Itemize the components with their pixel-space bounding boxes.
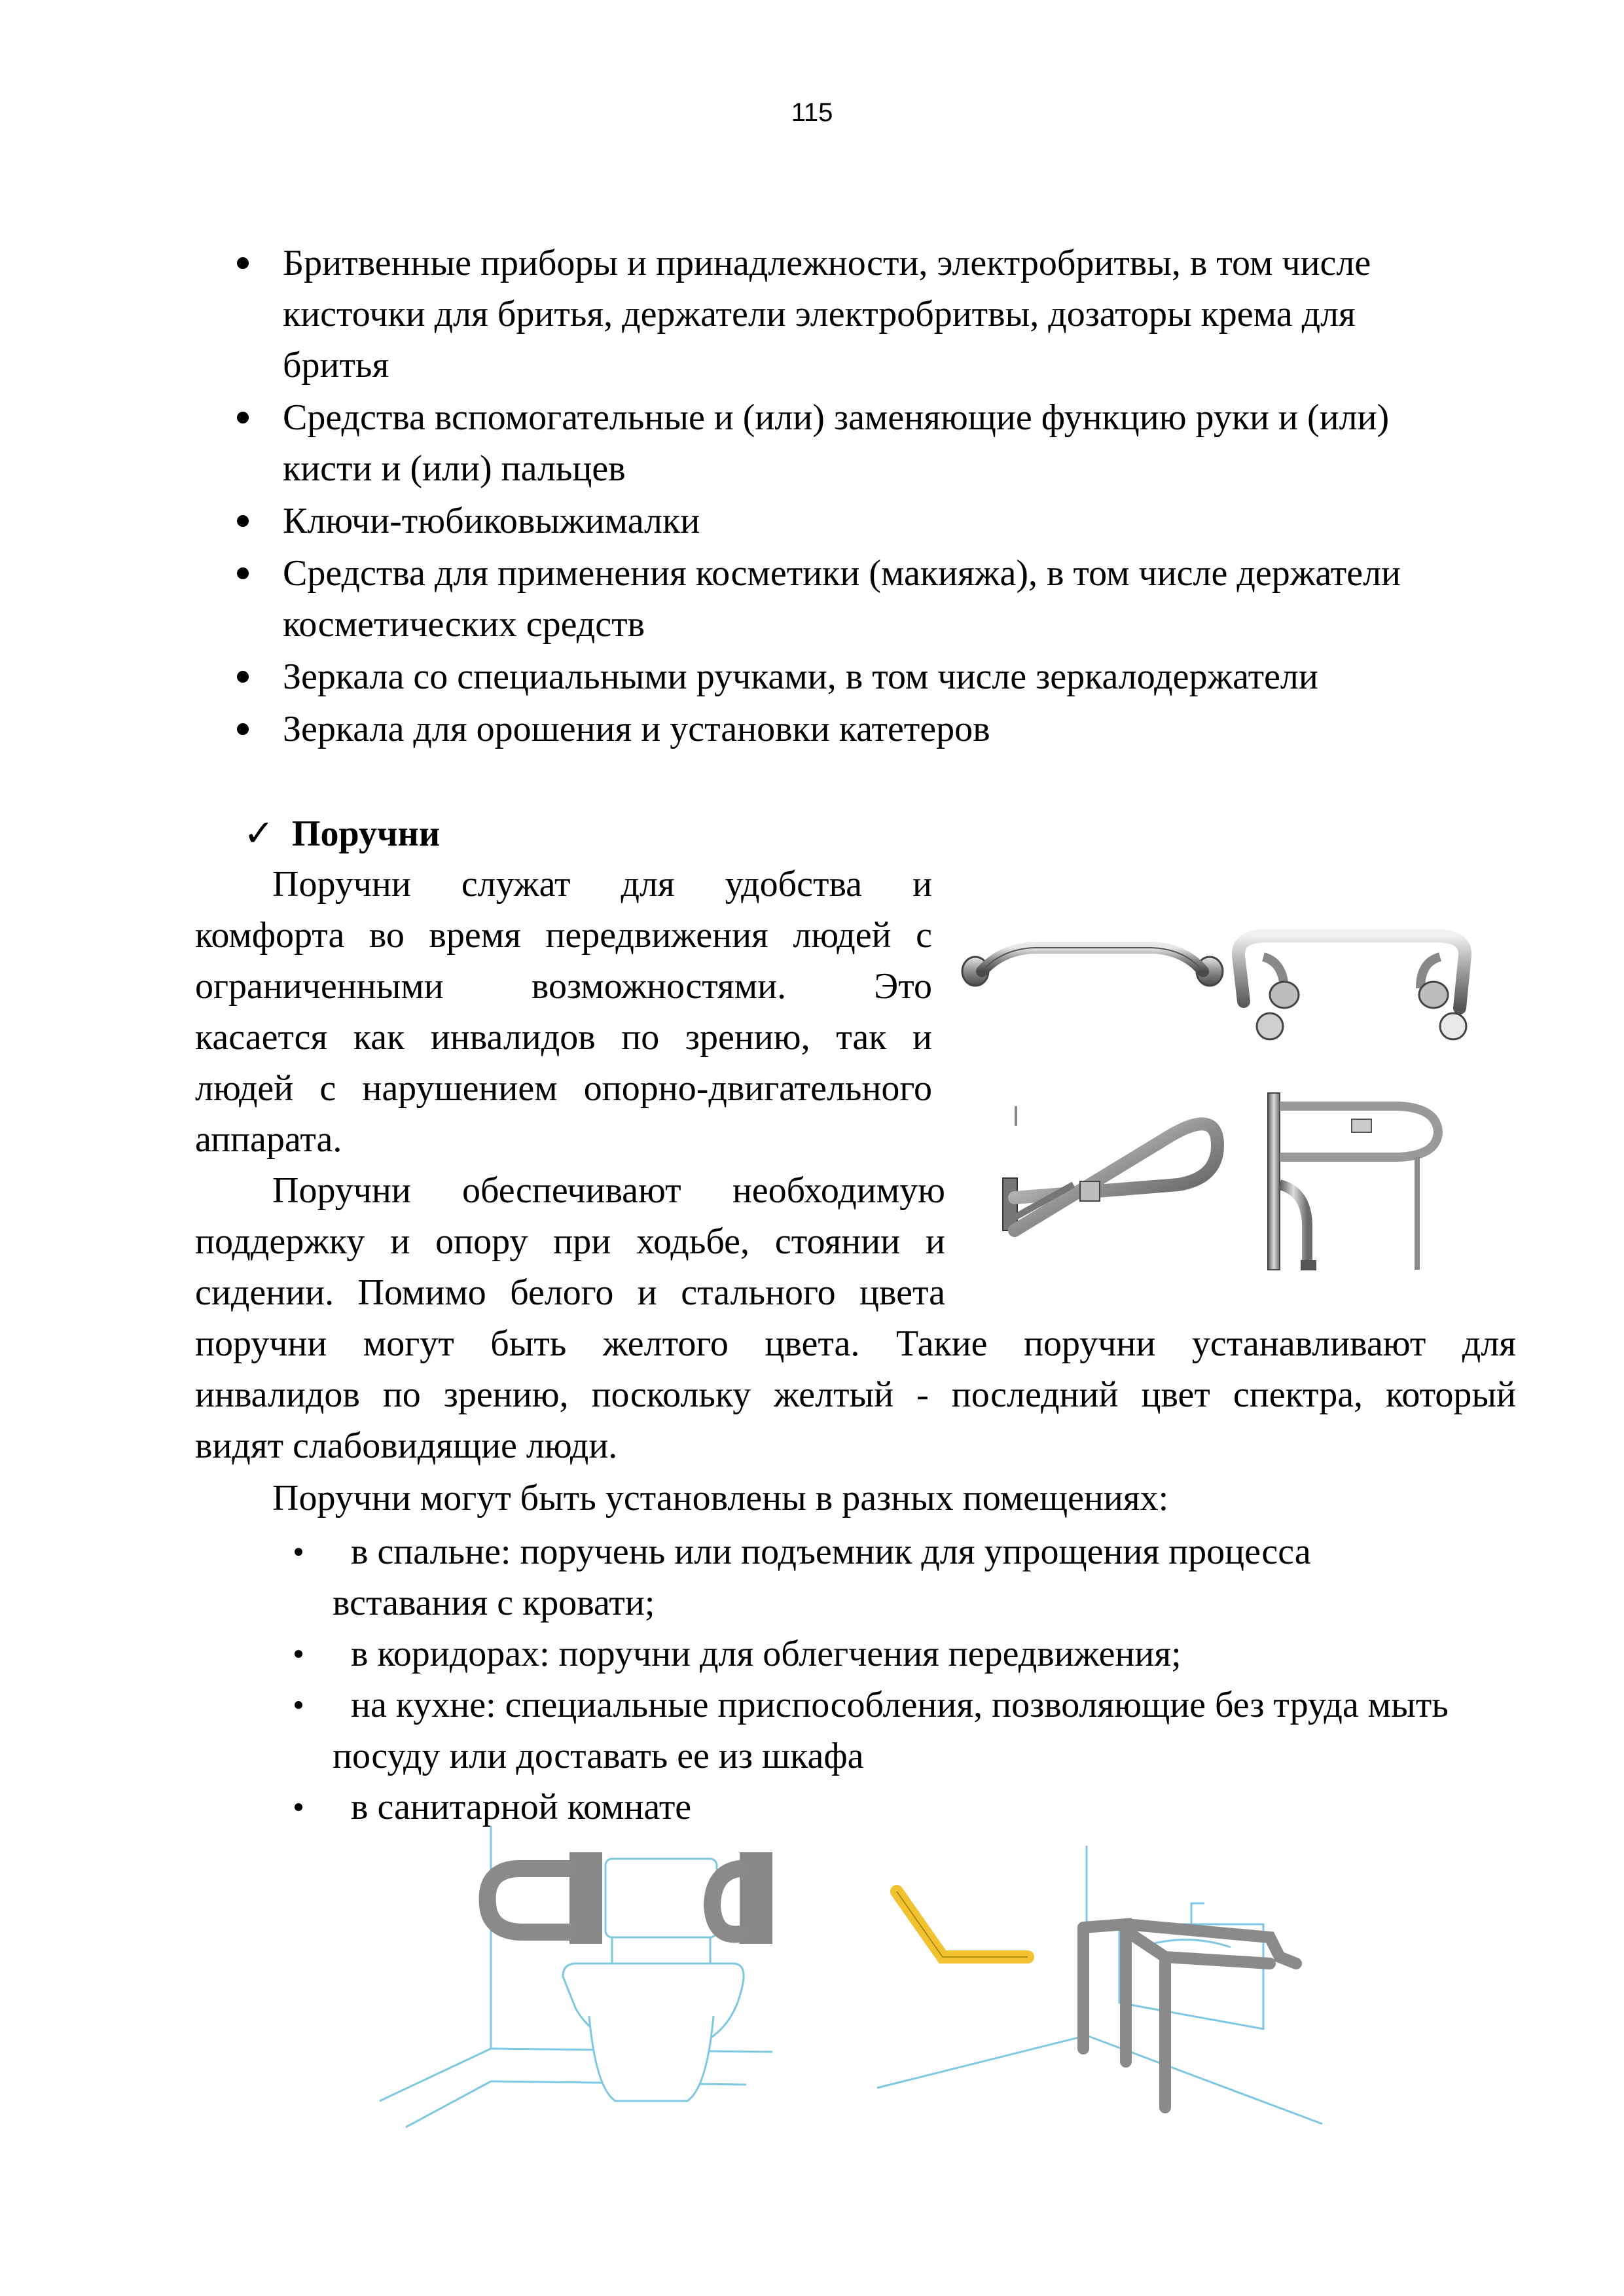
list-item-line: Зеркала для орошения и установки катетеров — [283, 709, 990, 749]
page-number: 115 — [791, 98, 833, 127]
list-item-line: в санитарной комнате — [351, 1787, 692, 1827]
bullet-dot — [295, 1701, 302, 1709]
list-item-line: Ключи-тюбиковыжималки — [283, 501, 700, 541]
paragraph-line: аппарата. — [195, 1119, 342, 1160]
list-item-line: косметических средств — [283, 604, 645, 645]
paragraph-line: инвалидов по зрению, поскольку желтый - последний цвет спектра, который — [195, 1374, 1516, 1415]
bullet-dot — [237, 257, 249, 269]
list-item-line: в коридорах: поручни для облегчения передвижения; — [351, 1634, 1182, 1674]
bullet-dot — [295, 1803, 302, 1811]
list-item-line: Бритвенные приборы и принадлежности, электробритвы, в том числе — [283, 243, 1371, 283]
paragraph-line: поручни могут быть желтого цвета. Такие поручни устанавливают для — [195, 1323, 1516, 1364]
paragraph-line: людей с нарушением опорно-двигательного — [195, 1068, 932, 1109]
list-item-line: кисти и (или) пальцев — [283, 448, 626, 489]
paragraph-line: Поручни обеспечивают необходимую — [272, 1170, 945, 1211]
bullet-dot — [237, 567, 249, 579]
floor-handrail-image — [1267, 1093, 1463, 1276]
paragraph-3: Поручни могут быть установлены в разных помещениях: — [272, 1478, 1169, 1518]
paragraph-line: ограниченными возможностями. Это — [195, 966, 932, 1007]
list-item-line: Средства для применения косметики (макияжа), в том числе держатели — [283, 553, 1401, 594]
list-item-line: на кухне: специальные приспособления, позволяющие без труда мыть — [351, 1685, 1449, 1725]
bullet-dot — [237, 671, 249, 683]
toilet-handrails-image — [380, 1826, 772, 2127]
list-item-line: вставания с кровати; — [333, 1583, 655, 1623]
folding-handrail-image — [1001, 1100, 1237, 1250]
sink-handrails-image — [877, 1826, 1322, 2127]
list-item-line: кисточки для бритья, держатели электробритвы, дозаторы крема для — [283, 294, 1356, 334]
paragraph-line: поддержку и опору при ходьбе, стоянии и — [195, 1221, 945, 1262]
list-item-line: Зеркала со специальными ручками, в том числе зеркалодержатели — [283, 656, 1318, 697]
paragraph-line: Поручни служат для удобства и — [272, 864, 932, 905]
bullet-dot — [237, 515, 249, 527]
paragraph-line: комфорта во время передвижения людей с — [195, 915, 932, 956]
list-item-line: бритья — [283, 345, 389, 386]
paragraph-line: касается как инвалидов по зрению, так и — [195, 1017, 932, 1058]
paragraph-line: видят слабовидящие люди. — [195, 1426, 618, 1466]
list-item-line: Средства вспомогательные и (или) заменяющие функцию руки и (или) — [283, 397, 1390, 438]
section-heading: Поручни — [292, 814, 441, 854]
bullet-dot — [237, 723, 249, 735]
list-item-line: посуду или доставать ее из шкафа — [333, 1736, 864, 1776]
straight-handrail-image — [956, 929, 1231, 1014]
paragraph-line: сидении. Помимо белого и стального цвета — [195, 1272, 945, 1313]
bullet-dot — [295, 1650, 302, 1658]
check-mark: ✓ — [244, 814, 274, 854]
bullet-dot — [295, 1548, 302, 1556]
u-handrail-image — [1224, 916, 1486, 1047]
list-item-line: в спальне: поручень или подъемник для упрощения процесса — [351, 1532, 1311, 1572]
bullet-dot — [237, 412, 249, 423]
